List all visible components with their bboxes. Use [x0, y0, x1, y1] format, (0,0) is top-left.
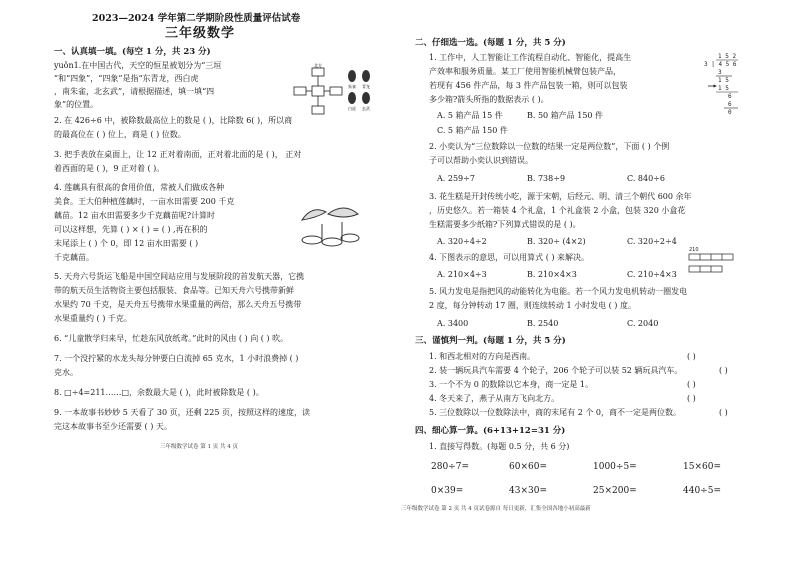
calc-item[interactable]: 43×30=	[509, 486, 547, 496]
tf-blank[interactable]: ( )	[719, 408, 728, 417]
r-q3-option-a[interactable]: A. 320÷4÷2	[437, 237, 487, 246]
r-q5-option-b[interactable]: B. 2540	[527, 319, 559, 328]
q3-line: 3. 把手表放在桌面上，让 12 正对着南面，正对着北面的是 ( )， 正对	[54, 150, 302, 159]
r-q1-line: 1. 工作中，人工智能让工作流程自动化、智能化，提高生	[429, 53, 632, 62]
tf-blank[interactable]: ( )	[719, 366, 728, 375]
svg-text:青龙: 青龙	[362, 84, 370, 89]
r-q4-option-b[interactable]: B. 210×4×3	[527, 270, 577, 279]
r-q1-option-c[interactable]: C. 5 箱产品 150 件	[437, 126, 508, 135]
section3-heading: 三、谨慎判一判。(每题 1 分，共 5 分)	[415, 336, 566, 346]
q4-line: 美食。王大伯种植莲藕时，一亩水田需要 200 千克	[54, 197, 235, 206]
right-page	[397, 0, 794, 561]
q4-line: 4. 莲藕具有很高的食用价值，常被人们做成各种	[54, 183, 225, 192]
q5-line: 带的航天员生活物资主要包括服装、食品等。已知天舟六号携带新鲜	[54, 286, 294, 295]
q6-line: 6. “儿童散学归来早，忙趁东风放纸鸢。”此时的风由 ( ) 向 ( ) 吹。	[54, 334, 289, 343]
r-q4-line: 4. 下图表示的意思，可以用算式 ( ) 来解决。	[429, 253, 590, 262]
svg-text:3 | 4 5 6: 3 | 4 5 6	[704, 61, 737, 68]
q9-line: 完这本故事书至少还需要 ( ) 天。	[54, 422, 172, 431]
page-footer: 三年级数学试卷 第 2 页 共 4 页试卷源自 每日更新，汇集全国各地小初高最新	[401, 506, 591, 512]
r-q2-option-b[interactable]: B. 738÷9	[527, 174, 566, 183]
svg-text:0: 0	[728, 109, 732, 116]
section2-heading: 二、仔细选一选。(每题 1 分，共 5 分)	[415, 38, 566, 48]
calc-item[interactable]: 280÷7=	[431, 462, 469, 472]
svg-text:6: 6	[728, 101, 732, 108]
r-q3-line: 3. 花生糕是开封传统小吃，源于宋朝，后经元、明、清三个朝代 600 余年	[429, 192, 692, 201]
svg-text:玄武: 玄武	[362, 106, 370, 111]
q4-line: 千克藕苗。	[54, 253, 94, 262]
svg-text:1 5 2: 1 5 2	[718, 53, 737, 60]
tf-blank[interactable]: ( )	[687, 352, 696, 361]
svg-text:白虎: 白虎	[348, 106, 356, 111]
tf-blank[interactable]: ( )	[687, 394, 696, 403]
r-q1-line: 若现有 456 件产品，每 3 件产品包装一箱，则可以包装	[429, 81, 628, 90]
calc-item[interactable]: 60×60=	[509, 462, 547, 472]
q4-line: 末尾添上 ( ) 个 0，即 12 亩水田需要 ( )	[54, 239, 199, 248]
r-q3-option-b[interactable]: B. 320÷ (4×2)	[527, 237, 586, 246]
tf-item: 5. 三位数除以一位数除法中，商的末尾有 2 个 0，商不一定是两位数。	[429, 408, 681, 417]
q7-line: 克水。	[54, 368, 78, 377]
calc-heading: 1. 直接写得数。(每题 0.5 分，共 6 分)	[429, 442, 570, 451]
svg-text:210: 210	[689, 247, 699, 253]
calc-item[interactable]: 1000÷5=	[593, 462, 637, 472]
q9-line: 9. 一本故事书妙妙 5 天看了 30 页，还剩 225 页，按照这样的速度，读	[54, 408, 310, 417]
q5-line: 水果重量约 ( ) 千克。	[54, 314, 132, 323]
r-q1-line: 多少箱?箭头所指的数据表示 ( )。	[429, 95, 549, 104]
tf-item: 4. 冬天来了，燕子从南方飞向北方。	[429, 394, 560, 403]
r-q3-line: ，历史悠久。若一箱装 4 个礼盒，1 个礼盒装 2 小盒，包装 320 小盒花	[429, 206, 686, 215]
exam-title: 2023—2024 学年第二学期阶段性质量评估试卷	[92, 13, 301, 24]
q7-line: 7. 一个没拧紧的水龙头每分钟要白白流掉 65 克水，1 小时浪费掉 ( )	[54, 354, 299, 363]
tf-item: 1. 和西北相对的方向是西南。	[429, 352, 536, 361]
calc-item[interactable]: 25×200=	[593, 486, 637, 496]
r-q1-line: 产效率和服务质量。某工厂使用智能机械臂包装产品，	[429, 67, 621, 76]
lotus-root-picture	[292, 200, 366, 254]
subject-title: 三年级数学	[165, 26, 236, 41]
r-q5-line: 5. 风力发电是指把风的动能转化为电能。若一个风力发电机转动一圈发电	[429, 287, 688, 296]
r-q3-line: 生糕需要多少纸箱?下列算式错误的是 ( )。	[429, 220, 581, 229]
segment-diagram	[687, 244, 737, 278]
q1-line: yuǒn1.在中国古代，天空的恒星被划分为“三垣	[54, 61, 222, 70]
q2-line: 2. 在 426÷6 中，被除数最高位上的数是 ( )，比除数 6( )，所以商	[54, 116, 293, 125]
r-q5-line: 2 度，每分钟转动 17 圈，则连续转动 1 小时发电 ( ) 度。	[429, 301, 636, 310]
four-symbols-figure	[290, 62, 380, 122]
r-q4-option-c[interactable]: C. 210÷4×3	[627, 270, 677, 279]
calc-item[interactable]: 0×39=	[431, 486, 464, 496]
svg-text:3: 3	[718, 69, 722, 76]
page-footer: 三年级数学试卷 第 1 页 共 4 页	[160, 444, 238, 450]
tf-blank[interactable]: ( )	[687, 380, 696, 389]
svg-text:朱雀: 朱雀	[348, 84, 356, 89]
q8-line: 8. □÷4=211……□，余数最大是 ( )，此时被除数是 ( )。	[54, 388, 264, 397]
r-q2-option-c[interactable]: C. 840÷6	[627, 174, 665, 183]
q1-line: ”和“四象”，“四象”是指“东青龙，西白虎	[54, 74, 199, 83]
r-q2-option-a[interactable]: A. 259÷7	[437, 174, 475, 183]
north-label: 北方	[314, 63, 322, 68]
r-q2-line: 子可以帮助小奕认识到错误。	[429, 156, 533, 165]
r-q5-option-a[interactable]: A. 3400	[437, 319, 469, 328]
r-q4-option-a[interactable]: A. 210×4÷3	[437, 270, 487, 279]
section1-heading: 一、认真填一填。(每空 1 分，共 23 分)	[54, 47, 211, 57]
q3-line: 着西面的是 ( )，9 正对着 ( )。	[54, 164, 165, 173]
section4-heading: 四、细心算一算。(6+13+12=31 分)	[415, 426, 566, 436]
calc-item[interactable]: 15×60=	[683, 462, 721, 472]
q4-line: 可以这样想，先算 ( ) × ( ) = ( ) ,再在积的	[54, 225, 208, 234]
q5-line: 5. 天舟六号货运飞船是中国空间站应用与发展阶段的首发航天器，它携	[54, 272, 305, 281]
q4-line: 藕苗。12 亩水田需要多少千克藕苗呢?计算时	[54, 211, 216, 220]
r-q5-option-c[interactable]: C. 2040	[627, 319, 659, 328]
r-q2-line: 2. 小奕认为“三位数除以一位数的结果一定是两位数”，下面 ( ) 个例	[429, 142, 670, 151]
q2-line: 的最高位在 ( ) 位上，商是 ( ) 位数。	[54, 130, 186, 139]
svg-text:6: 6	[728, 93, 732, 100]
q5-line: 水果约 70 千克，是天舟五号携带水果重量的两倍，那么天舟五号携带	[54, 300, 302, 309]
r-q1-option-b[interactable]: B. 50 箱产品 150 件	[527, 111, 604, 120]
tf-item: 3. 一个不为 0 的数除以它本身，商一定是 1。	[429, 380, 593, 389]
q1-line: 象”的位置。	[54, 100, 99, 109]
calc-item[interactable]: 440÷5=	[683, 486, 721, 496]
tf-item: 2. 装一辆玩具汽车需要 4 个轮子，206 个轮子可以装 52 辆玩具汽车。	[429, 366, 683, 375]
svg-text:1 5: 1 5	[718, 85, 729, 92]
r-q3-option-c[interactable]: C. 320÷2÷4	[627, 237, 677, 246]
r-q1-option-a[interactable]: A. 5 箱产品 15 件	[437, 111, 503, 120]
q1-line: ，南朱雀，北玄武”，请根据描述，填一填“四	[54, 87, 215, 96]
long-division-figure	[702, 50, 742, 116]
svg-text:1 5: 1 5	[718, 77, 729, 84]
